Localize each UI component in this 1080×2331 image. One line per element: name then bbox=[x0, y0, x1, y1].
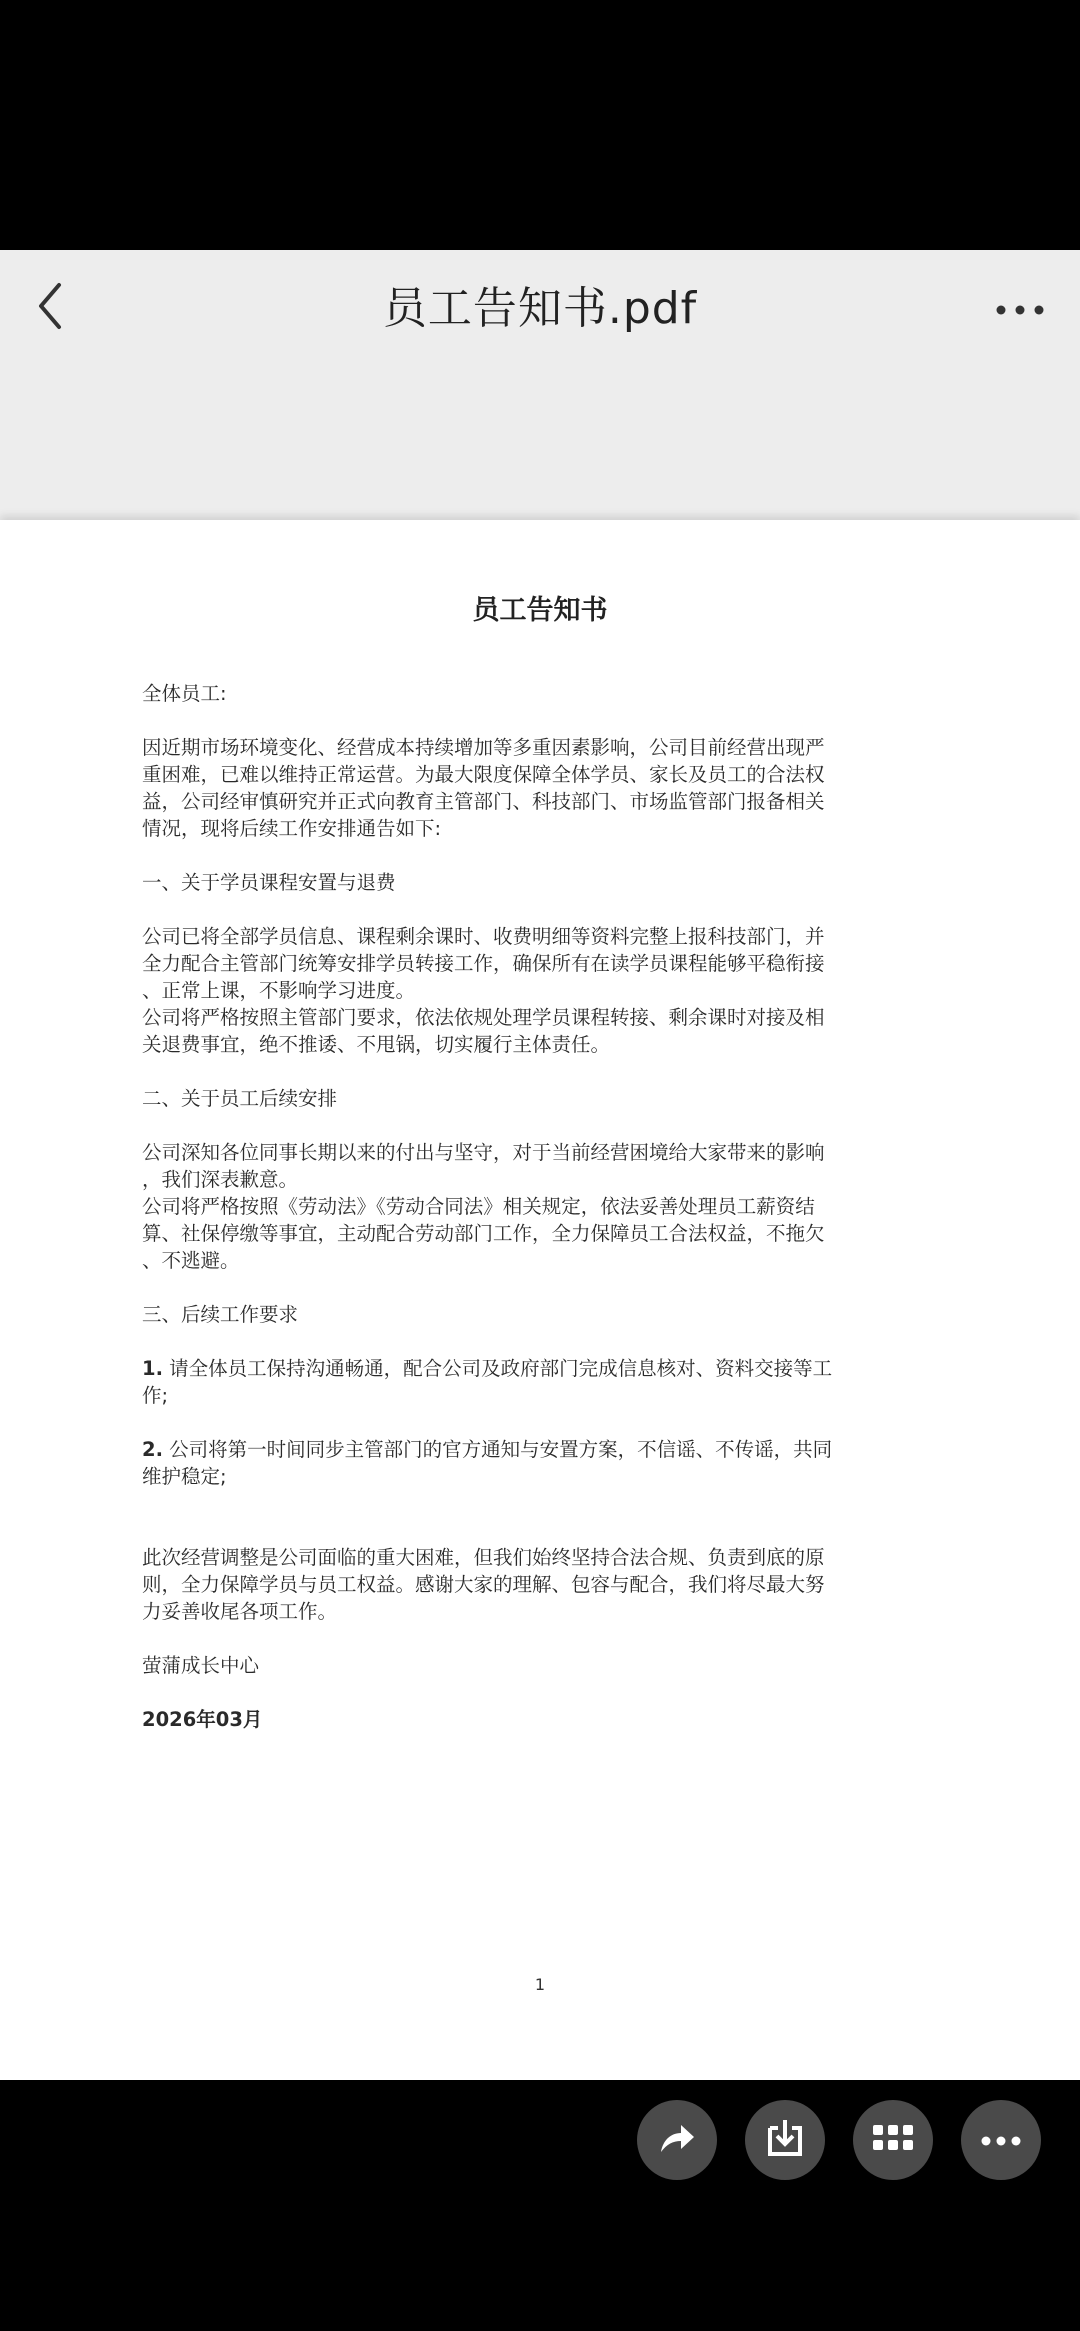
intro-paragraph: 因近期市场环境变化、经营成本持续增加等多重因素影响，公司目前经营出现严 重困难，已难以维持正常运营。为最大限度保障全体学员、家长及员工的合法权 益，公司经审慎研究并正式向教育主管部门、科技部门、市场监管部门报备相关 情况，现将后续工作安排通告如下: bbox=[142, 736, 825, 840]
download-icon bbox=[766, 2118, 804, 2162]
list-number: 1. bbox=[142, 1357, 163, 1380]
share-button[interactable] bbox=[637, 2100, 717, 2180]
section1-paragraph-1: 公司已将全部学员信息、课程剩余课时、收费明细等资料完整上报科技部门，并 全力配合主管部门统筹安排学员转接工作，确保所有在读学员课程能够平稳衔接 、正常上课，不影响学习进度。 bbox=[142, 925, 825, 1002]
document-date: 2026年03月 bbox=[142, 1708, 263, 1731]
share-icon bbox=[657, 2120, 697, 2160]
list-item-2 bbox=[142, 1436, 932, 1490]
viewer-header bbox=[0, 250, 1080, 520]
ellipsis-icon bbox=[995, 301, 1045, 320]
grid-icon bbox=[873, 2125, 913, 2155]
section-heading-2: 二、关于员工后续安排 bbox=[142, 1087, 338, 1110]
signature: 萤蒲成长中心 bbox=[142, 1654, 260, 1677]
pdf-page[interactable] bbox=[0, 520, 1080, 2080]
closing-paragraph: 此次经营调整是公司面临的重大困难，但我们始终坚持合法合规、负责到底的原 则，全力保障学员与员工权益。感谢大家的理解、包容与配合，我们将尽最大努 力妥善收尾各项工作。 bbox=[142, 1546, 825, 1623]
greeting: 全体员工: bbox=[142, 682, 227, 705]
more-actions-button[interactable] bbox=[961, 2100, 1041, 2180]
more-icon bbox=[981, 2131, 1021, 2150]
list-item-1 bbox=[142, 1355, 932, 1409]
section2-paragraph-2: 公司将严格按照《劳动法》《劳动合同法》相关规定，依法妥善处理员工薪资结 算、社保停缴等事宜，主动配合劳动部门工作，全力保障员工合法权益，不拖欠 、不逃避。 bbox=[142, 1195, 825, 1272]
list-text: 请全体员工保持沟通畅通，配合公司及政府部门完成信息核对、资料交接等工 作; bbox=[142, 1357, 833, 1407]
section1-paragraph-2: 公司将严格按照主管部门要求，依法依规处理学员课程转接、剩余课时对接及相 关退费事宜，绝不推诿、不甩锅，切实履行主体责任。 bbox=[142, 1006, 825, 1056]
list-number: 2. bbox=[142, 1438, 163, 1461]
section-heading-1: 一、关于学员课程安置与退费 bbox=[142, 871, 396, 894]
section2-paragraph-1: 公司深知各位同事长期以来的付出与坚守，对于当前经营困境给大家带来的影响 ，我们深表歉意。 bbox=[142, 1141, 825, 1191]
page-number: 1 bbox=[534, 1975, 546, 1994]
list-text: 公司将第一时间同步主管部门的官方通知与安置方案，不信谣、不传谣，共同 维护稳定; bbox=[142, 1438, 833, 1488]
status-area bbox=[0, 0, 1080, 250]
download-button[interactable] bbox=[745, 2100, 825, 2180]
document-body bbox=[142, 680, 932, 1760]
section-heading-3: 三、后续工作要求 bbox=[142, 1303, 299, 1326]
more-options-button[interactable] bbox=[980, 280, 1060, 340]
grid-view-button[interactable] bbox=[853, 2100, 933, 2180]
document-title: 员工告知书 bbox=[472, 595, 608, 626]
file-title: 员工告知书.pdf bbox=[382, 283, 698, 334]
